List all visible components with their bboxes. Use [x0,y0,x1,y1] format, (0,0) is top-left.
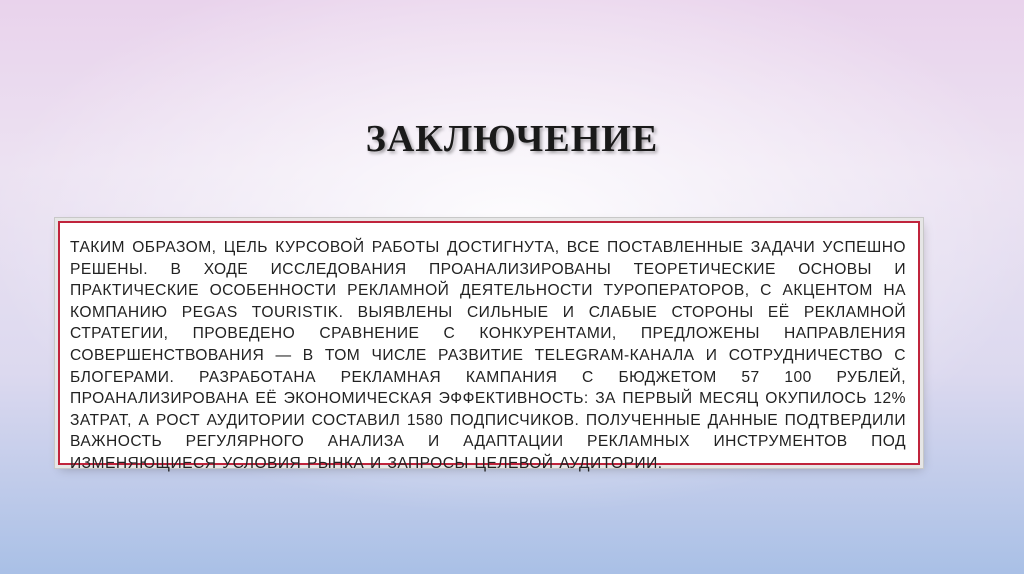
slide-title: ЗАКЛЮЧЕНИЕ [365,118,659,161]
conclusion-paragraph: ТАКИМ ОБРАЗОМ, ЦЕЛЬ КУРСОВОЙ РАБОТЫ ДОСТИГНУТА, ВСЕ ПОСТАВЛЕННЫЕ ЗАДАЧИ УСПЕШНО РЕШЕНЫ. В ХОДЕ ИССЛЕДОВАНИЯ ПРОАНАЛИЗИРОВАНЫ ТЕОРЕТИЧЕСКИЕ ОСНОВЫ И ПРАКТИЧЕСКИЕ ОСОБЕННОСТИ РЕКЛАМНОЙ ДЕЯТЕЛЬНОСТИ ТУРОПЕРАТОРОВ, С АКЦЕНТОМ НА КОМПАНИЮ PEGAS TOURISTIK. ВЫЯВЛЕНЫ СИЛЬНЫЕ И СЛАБЫЕ СТОРОНЫ ЕЁ РЕКЛАМНОЙ СТРАТЕГИИ, ПРОВЕДЕНО СРАВНЕНИЕ С КОНКУРЕНТАМИ, ПРЕДЛОЖЕНЫ НАПРАВЛЕНИЯ СОВЕРШЕНСТВОВАНИЯ — В ТОМ ЧИСЛЕ РАЗВИТИЕ TELEGRAM-КАНАЛА И СОТРУДНИЧЕСТВО С БЛОГЕРАМИ. РАЗРАБОТАНА РЕКЛАМНАЯ КАМПАНИЯ С БЮДЖЕТОМ 57 100 РУБЛЕЙ, ПРОАНАЛИЗИРОВАНА ЕЁ ЭКОНОМИЧЕСКАЯ ЭФФЕКТИВНОСТЬ: ЗА ПЕРВЫЙ МЕСЯЦ ОКУПИЛОСЬ 12% ЗАТРАТ, А РОСТ АУДИТОРИИ СОСТАВИЛ 1580 ПОДПИСЧИКОВ. ПОЛУЧЕННЫЕ ДАННЫЕ ПОДТВЕРДИЛИ ВАЖНОСТЬ РЕГУЛЯРНОГО АНАЛИЗА И АДАПТАЦИИ РЕКЛАМНЫХ ИНСТРУМЕНТОВ ПОД ИЗМЕНЯЮЩИЕСЯ УСЛОВИЯ РЫНКА И ЗАПРОСЫ ЦЕЛЕВОЙ АУДИТОРИИ. [70,239,906,472]
conclusion-text-box [58,221,920,472]
